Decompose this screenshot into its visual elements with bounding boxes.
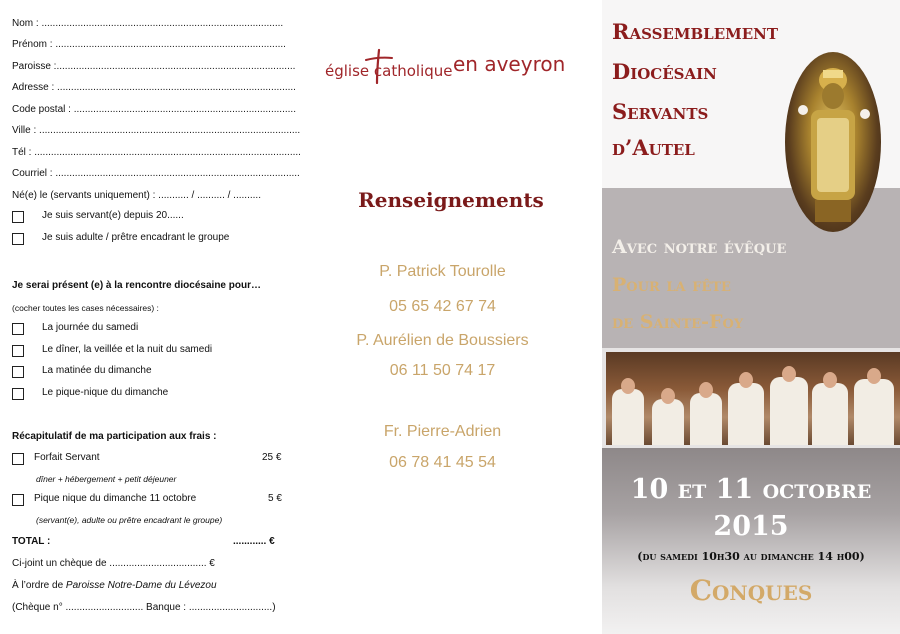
servant-figure	[652, 399, 684, 445]
checkbox-pique-nique-label: Le pique-nique du dimanche	[42, 387, 169, 398]
servant-figure	[770, 377, 808, 445]
checkbox-samedi[interactable]	[12, 323, 24, 335]
title-line-3: Servants	[612, 99, 709, 124]
checkbox-diner-label: Le dîner, la veillée et la nuit du samedi	[42, 344, 213, 355]
servant-figure	[690, 393, 722, 445]
pique-nique-fee-label: Pique nique du dimanche 11 octobre	[34, 493, 197, 504]
servant-face	[782, 366, 796, 382]
event-hours: (du samedi 10h30 au dimanche 14 h00)	[637, 550, 865, 563]
costs-heading: Récapitulatif de ma participation aux frais :	[12, 431, 217, 442]
field-adresse[interactable]: Adresse : ......................................................................................	[12, 82, 296, 93]
presence-note: (cocher toutes les cases nécessaires) :	[12, 303, 159, 313]
contact-1-phone: 05 65 42 67 74	[389, 298, 496, 315]
logo-text-eglise: église catholique	[325, 62, 453, 80]
contact-2-name: P. Aurélien de Boussiers	[356, 332, 529, 349]
cover-panel	[602, 0, 900, 634]
field-prenom[interactable]: Prénom : ...................................................................................	[12, 39, 286, 50]
presence-heading: Je serai présent (e) à la rencontre diocésaine pour…	[12, 280, 261, 291]
info-heading: Renseignements	[358, 188, 544, 212]
checkbox-pique-nique-fee[interactable]	[12, 494, 24, 506]
title-line-2: Diocésain	[612, 59, 717, 84]
servant-figure	[812, 383, 848, 445]
cheque-line[interactable]: Ci-joint un chèque de ................................... €	[12, 558, 215, 569]
checkbox-matinee-label: La matinée du dimanche	[42, 365, 152, 376]
servant-face	[699, 382, 713, 398]
event-place: Conques	[689, 574, 813, 607]
subtitle-eveque: Avec notre évêque	[612, 236, 787, 258]
checkbox-pique-nique[interactable]	[12, 388, 24, 400]
order-name: Paroisse Notre-Dame du Lévezou	[65, 580, 217, 591]
field-birth-date[interactable]: Né(e) le (servants uniquement) : ........... / .......... / ..........	[12, 190, 261, 201]
servant-figure	[854, 379, 894, 445]
servant-face	[823, 372, 837, 388]
servant-face	[739, 372, 753, 388]
subtitle-sainte-foy: de Sainte-Foy	[612, 311, 744, 333]
forfait-note: dîner + hébergement + petit déjeuner	[36, 474, 177, 484]
title-line-1: Rassemblement	[612, 19, 779, 44]
contacts-panel	[300, 0, 602, 634]
total-value[interactable]: ............ €	[233, 536, 275, 547]
contact-3-phone: 06 78 41 45 54	[389, 454, 496, 471]
forfait-label: Forfait Servant	[34, 452, 100, 463]
checkbox-adult[interactable]	[12, 233, 24, 245]
statue-illustration	[785, 52, 881, 232]
pique-nique-fee-amount: 5 €	[268, 493, 282, 504]
contact-3-name: Fr. Pierre-Adrien	[383, 423, 502, 440]
diocese-logo	[325, 48, 585, 88]
field-courriel[interactable]: Courriel : ........................................................................................	[12, 168, 300, 179]
field-tel[interactable]: Tél : ................................................................................................	[12, 147, 301, 158]
pique-nique-fee-note: (servant(e), adulte ou prêtre encadrant le groupe)	[36, 515, 223, 525]
checkbox-forfait[interactable]	[12, 453, 24, 465]
sainte-foy-statue-image	[785, 52, 881, 232]
checkbox-servant[interactable]	[12, 211, 24, 223]
forfait-amount: 25 €	[262, 452, 282, 463]
checkbox-matinee[interactable]	[12, 366, 24, 378]
servant-face	[867, 368, 881, 384]
field-paroisse[interactable]: Paroisse :......................................................................................	[12, 61, 296, 72]
servant-figure	[612, 389, 644, 445]
altar-servers-photo	[606, 352, 900, 445]
registration-form	[0, 0, 300, 634]
cheque-number-line[interactable]: (Chèque n° ............................ Banque : ..............................)	[12, 602, 276, 613]
event-year: 2015	[713, 511, 789, 542]
total-label: TOTAL :	[12, 536, 51, 547]
servant-face	[661, 388, 675, 404]
checkbox-diner[interactable]	[12, 345, 24, 357]
contact-1-name: P. Patrick Tourolle	[379, 263, 506, 280]
servant-face	[621, 378, 635, 394]
servant-figure	[728, 383, 764, 445]
checkbox-samedi-label: La journée du samedi	[42, 322, 139, 333]
field-code-postal[interactable]: Code postal : ................................................................................	[12, 104, 296, 115]
field-ville[interactable]: Ville : ..............................................................................................	[12, 125, 301, 136]
order-prefix: À l’ordre de	[12, 580, 66, 591]
field-nom[interactable]: Nom : .......................................................................................	[12, 18, 284, 29]
subtitle-fete: Pour la fête	[612, 274, 731, 296]
contact-2-phone: 06 11 50 74 17	[389, 362, 496, 379]
event-dates: 10 et 11 octobre	[630, 474, 872, 505]
logo-text-aveyron: en aveyron	[453, 52, 566, 76]
checkbox-adult-label: Je suis adulte / prêtre encadrant le groupe	[42, 232, 230, 243]
order-line	[12, 580, 217, 591]
title-line-4: d’Autel	[612, 135, 695, 160]
checkbox-servant-label: Je suis servant(e) depuis 20......	[42, 210, 184, 221]
